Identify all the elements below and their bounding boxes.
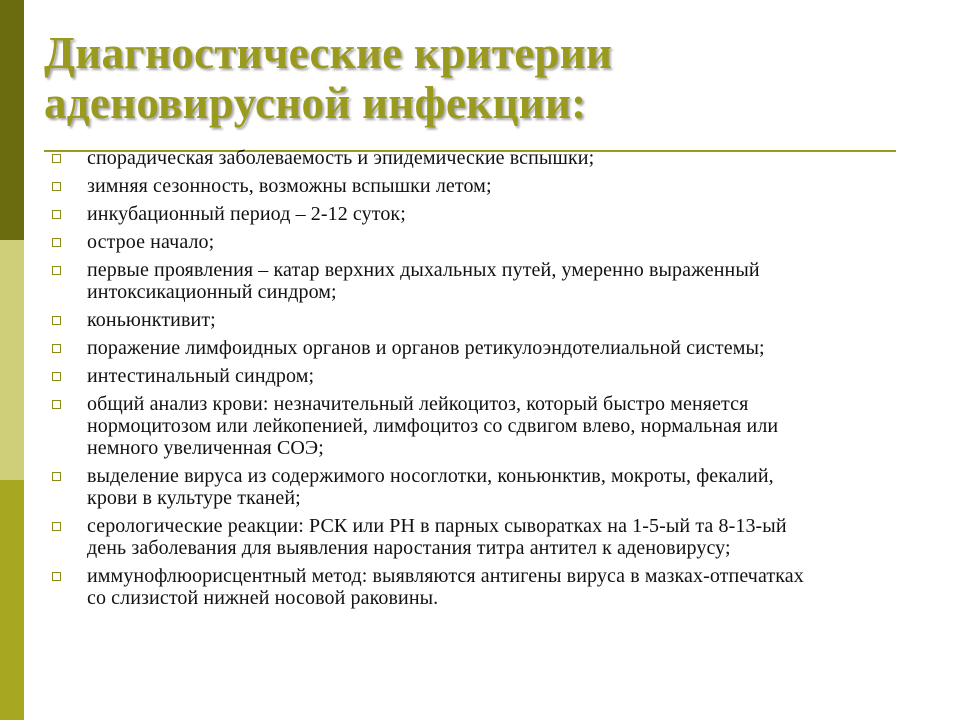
square-bullet-icon xyxy=(52,372,61,381)
slide-title-line-2: аденовирусной инфекции: xyxy=(44,78,587,128)
criteria-item-text: интестинальный синдром; xyxy=(87,365,315,387)
sidebar-segment-bottom xyxy=(0,480,24,720)
square-bullet-icon xyxy=(52,182,61,191)
criteria-item-text: общий анализ крови: незначительный лейкоцитоз, который быстро меняется xyxy=(87,393,749,415)
criteria-item xyxy=(48,259,948,303)
square-bullet-icon xyxy=(52,400,61,409)
criteria-item-text: спорадическая заболеваемость и эпидемические вспышки; xyxy=(87,147,595,169)
square-bullet-icon xyxy=(52,522,61,531)
square-bullet-icon xyxy=(52,316,61,325)
criteria-item-text: коньюнктивит; xyxy=(87,309,216,331)
square-bullet-icon xyxy=(52,266,61,275)
criteria-item-text: со слизистой нижней носовой раковины. xyxy=(87,587,439,609)
sidebar-segment-middle xyxy=(0,240,24,480)
sidebar-decoration xyxy=(0,0,24,720)
criteria-item xyxy=(48,515,948,559)
criteria-item-text: интоксикационный синдром; xyxy=(87,281,337,303)
criteria-item-text: серологические реакции: РСК или РН в парных сыворатках на 1-5-ый та 8-13-ый xyxy=(87,515,787,537)
criteria-item-text: выделение вируса из содержимого носоглотки, коньюнктив, мокроты, фекалий, xyxy=(87,465,774,487)
criteria-item-text: инкубационный период – 2-12 суток; xyxy=(87,203,406,225)
criteria-item-text: нормоцитозом или лейкопенией, лимфоцитоз со сдвигом влево, нормальная или xyxy=(87,415,779,437)
criteria-list xyxy=(48,147,948,615)
square-bullet-icon xyxy=(52,210,61,219)
criteria-item-text: зимняя сезонность, возможны вспышки летом; xyxy=(87,175,492,197)
sidebar-segment-top xyxy=(0,0,24,240)
criteria-item xyxy=(48,203,948,225)
criteria-item xyxy=(48,175,948,197)
criteria-item-text: первые проявления – катар верхних дыхальных путей, умеренно выраженный xyxy=(87,259,760,281)
criteria-item xyxy=(48,231,948,253)
square-bullet-icon xyxy=(52,154,61,163)
criteria-item-text: острое начало; xyxy=(87,231,215,253)
criteria-item-text: день заболевания для выявления наростания титра антител к аденовирусу; xyxy=(87,537,731,559)
criteria-item xyxy=(48,147,948,169)
criteria-item xyxy=(48,337,948,359)
slide-title xyxy=(44,28,904,128)
criteria-item-text: немного увеличенная СОЭ; xyxy=(87,437,324,459)
square-bullet-icon xyxy=(52,238,61,247)
square-bullet-icon xyxy=(52,344,61,353)
criteria-item xyxy=(48,365,948,387)
criteria-item-text: крови в культуре тканей; xyxy=(87,487,301,509)
square-bullet-icon xyxy=(52,472,61,481)
criteria-item xyxy=(48,565,948,609)
slide-title-line-1: Диагностические критерии xyxy=(44,28,613,78)
criteria-item xyxy=(48,465,948,509)
criteria-item-text: иммунофлюорисцентный метод: выявляются антигены вируса в мазках-отпечатках xyxy=(87,565,804,587)
criteria-item xyxy=(48,393,948,459)
criteria-item xyxy=(48,309,948,331)
criteria-item-text: поражение лимфоидных органов и органов ретикулоэндотелиальной системы; xyxy=(87,337,765,359)
square-bullet-icon xyxy=(52,572,61,581)
